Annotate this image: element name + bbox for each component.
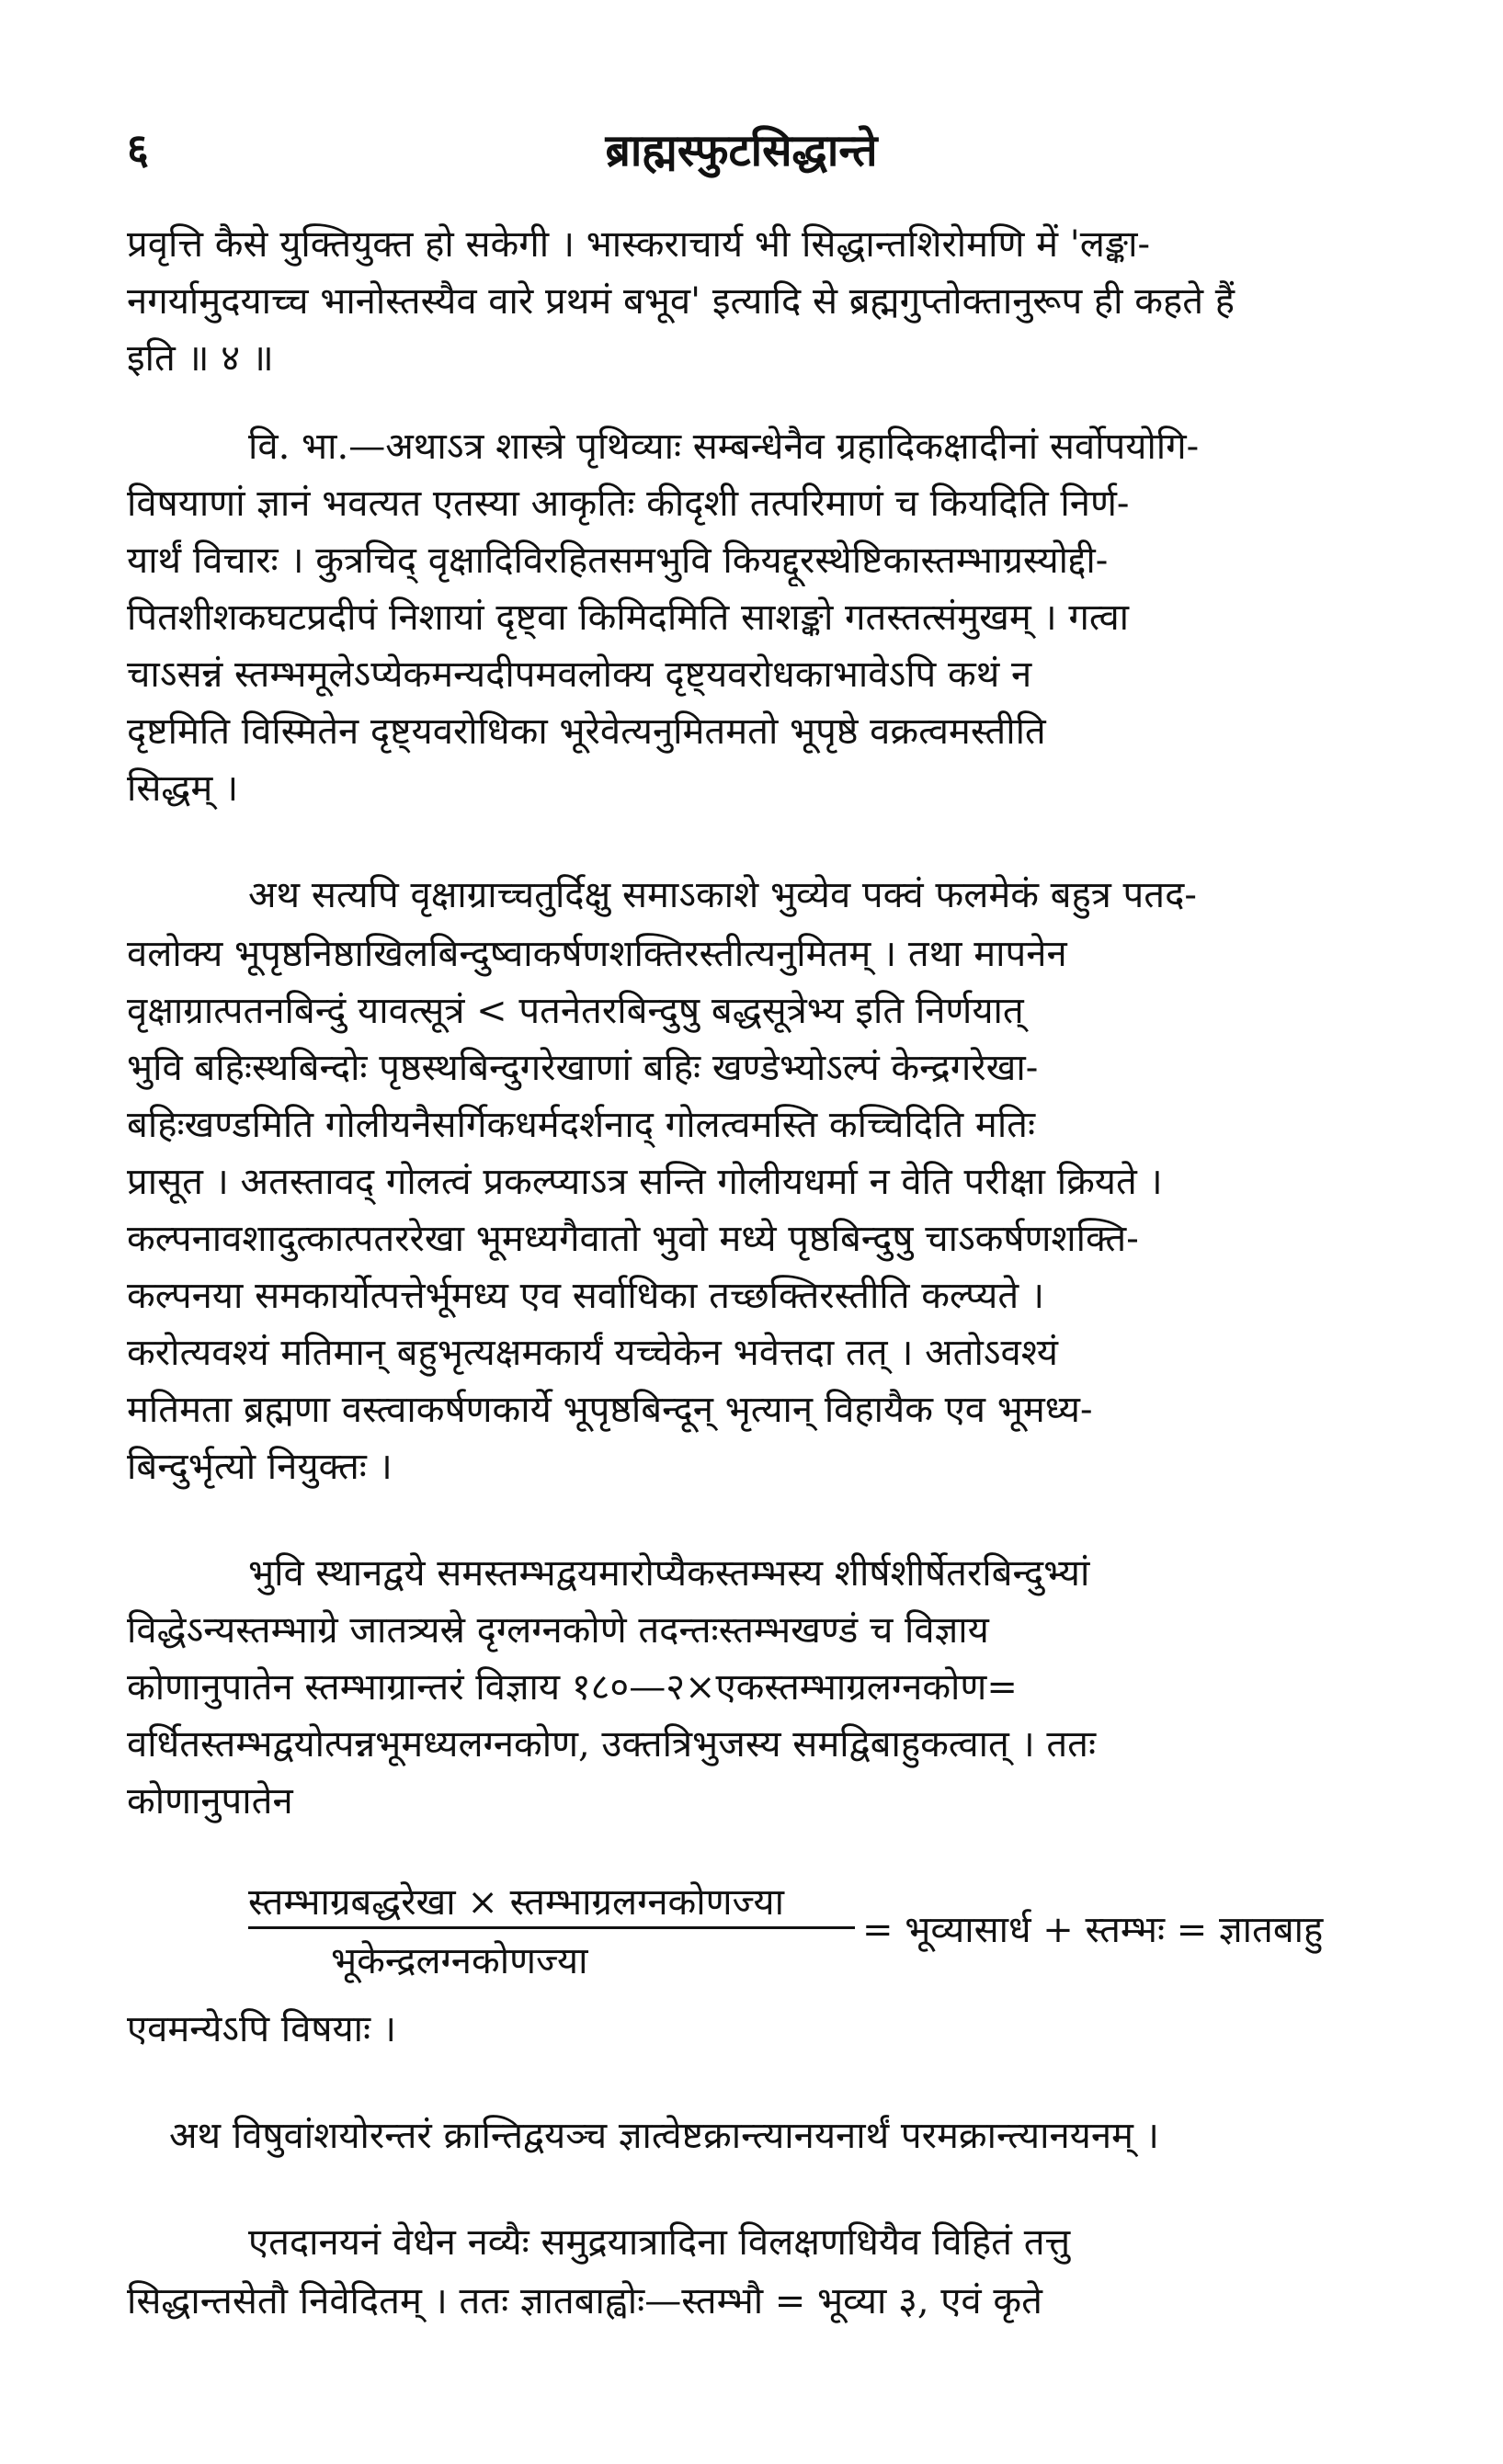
- text-line: नगर्यामुदयाच्च भानोस्तस्यैव वारे प्रथमं बभूव' इत्यादि से ब्रह्मगुप्तोक्तानुरूप ही कहते हैं: [127, 280, 1235, 323]
- text-line: यार्थं विचारः । कुत्रचिद् वृक्षादिविरहितसमभुवि कियद्दूरस्थेष्टिकास्तम्भाग्रस्योद्दी-: [127, 539, 1109, 582]
- text-line: चाऽसन्नं स्तम्भमूलेऽप्येकमन्यदीपमवलोक्य दृष्ट्यवरोधकाभावेऽपि कथं न: [127, 653, 1032, 696]
- text-line: भुवि स्थानद्वये समस्तम्भद्वयमारोप्यैकस्तम्भस्य शीर्षशीर्षेतरबिन्दुभ्यां: [248, 1552, 1090, 1595]
- text-line: विद्धेऽन्यस्तम्भाग्रे जातत्र्यस्रे दृग्लग्नकोणे तदन्तःस्तम्भखण्डं च विज्ञाय: [127, 1609, 989, 1652]
- text-line: कोणानुपातेन: [127, 1780, 293, 1822]
- text-line: करोत्यवश्यं मतिमान् बहुभृत्यक्षमकार्यं यच्चेकेन भवेत्तदा तत् । अतोऽवश्यं: [127, 1332, 1058, 1374]
- formula-numerator: स्तम्भाग्रबद्धरेखा × स्तम्भाग्रलग्नकोणज्या: [248, 1881, 784, 1924]
- text-line: एतदानयनं वेधेन नव्यैः समुद्रयात्रादिना विलक्षणधियैव विहितं तत्तु: [248, 2221, 1071, 2264]
- text-line: बहिःखण्डमिति गोलीयनैसर्गिकधर्मदर्शनाद् गोलत्वमस्ति कच्चिदिति मतिः: [127, 1104, 1036, 1146]
- text-line: सिद्धम् ।: [127, 767, 239, 810]
- text-line: भुवि बहिःस्थबिन्दोः पृष्ठस्थबिन्दुगरेखाणां बहिः खण्डेभ्योऽल्पं केन्द्रगरेखा-: [127, 1047, 1039, 1089]
- text-line: एवमन्येऽपि विषयाः ।: [127, 2008, 396, 2050]
- fraction-bar: [248, 1926, 855, 1929]
- text-line: वि. भा.—अथाऽत्र शास्त्रे पृथिव्याः सम्बन्धेनैव ग्रहादिकक्षादीनां सर्वोपयोगि-: [248, 426, 1200, 468]
- text-line: सिद्धान्तसेतौ निवेदितम् । ततः ज्ञातबाह्वोः—स्तम्भौ = भूव्या ३, एवं कृते: [127, 2280, 1042, 2322]
- text-line: मतिमता ब्रह्मणा वस्त्वाकर्षणकार्ये भूपृष्ठबिन्दून् भृत्यान् विहायैक एव भूमध्य-: [127, 1389, 1093, 1431]
- text-line: दृष्टमिति विस्मितेन दृष्ट्यवरोधिका भूरेवेत्यनुमितमतो भूपृष्ठे वक्रत्वमस्तीति: [127, 710, 1046, 753]
- text-line: विषयाणां ज्ञानं भवत्यत एतस्या आकृतिः कीदृशी तत्परिमाणं च कियदिति निर्ण-: [127, 483, 1130, 525]
- section-heading: अथ विषुवांशयोरन्तरं क्रान्तिद्वयञ्च ज्ञात्वेष्टक्रान्त्यानयनार्थं परमक्रान्त्यानयनम् ।: [169, 2115, 1159, 2157]
- running-title: ब्राह्मस्फुटसिद्धान्ते: [605, 125, 878, 176]
- text-line: प्रासूत । अतस्तावद् गोलत्वं प्रकल्प्याऽत्र सन्ति गोलीयधर्मा न वेति परीक्षा क्रियते ।: [127, 1161, 1163, 1203]
- text-line: बिन्दुर्भृत्यो नियुक्तः ।: [127, 1446, 393, 1488]
- text-line: कल्पनया समकार्योत्पत्तेर्भूमध्य एव सर्वाधिका तच्छक्तिरस्तीति कल्प्यते ।: [127, 1275, 1045, 1317]
- page-number: ६: [127, 124, 149, 174]
- text-line: इति ॥ ४ ॥: [127, 337, 274, 380]
- text-line: वृक्षाग्रात्पतनबिन्दुं यावत्सूत्रं < पतनेतरबिन्दुषु बद्धसूत्रेभ्य इति निर्णयात्: [127, 990, 1024, 1032]
- text-line: अथ सत्यपि वृक्षाग्राच्चतुर्दिक्षु समाऽकाशे भुव्येव पक्वं फलमेकं बहुत्र पतद-: [248, 874, 1197, 916]
- text-line: वलोक्य भूपृष्ठनिष्ठाखिलबिन्दुष्वाकर्षणशक्तिरस्तीत्यनुमितम् । तथा मापनेन: [127, 933, 1067, 975]
- text-line: कोणानुपातेन स्तम्भाग्रान्तरं विज्ञाय १८०—२×एकस्तम्भाग्रलग्नकोण=: [127, 1666, 1018, 1709]
- formula-denominator: भूकेन्द्रलग्नकोणज्या: [331, 1940, 588, 1982]
- text-line: प्रवृत्ति कैसे युक्तियुक्त हो सकेगी । भास्कराचार्य भी सिद्धान्तशिरोमणि में 'लङ्का-: [127, 223, 1151, 266]
- formula: [248, 1875, 1370, 2013]
- formula-rhs: = भूव्यासार्ध + स्तम्भः = ज्ञातबाहु: [862, 1909, 1324, 1951]
- page-header: [127, 119, 1356, 184]
- text-line: वर्धितस्तम्भद्वयोत्पन्नभूमध्यलग्नकोण, उक्तत्रिभुजस्य समद्विबाहुकत्वात् । ततः: [127, 1723, 1097, 1766]
- text-line: पितशीशकघटप्रदीपं निशायां दृष्ट्वा किमिदमिति साशङ्को गतस्तत्संमुखम् । गत्वा: [127, 596, 1130, 639]
- text-line: कल्पनावशादुत्कात्पतररेखा भूमध्यगैवातो भुवो मध्ये पृष्ठबिन्दुषु चाऽकर्षणशक्ति-: [127, 1218, 1139, 1260]
